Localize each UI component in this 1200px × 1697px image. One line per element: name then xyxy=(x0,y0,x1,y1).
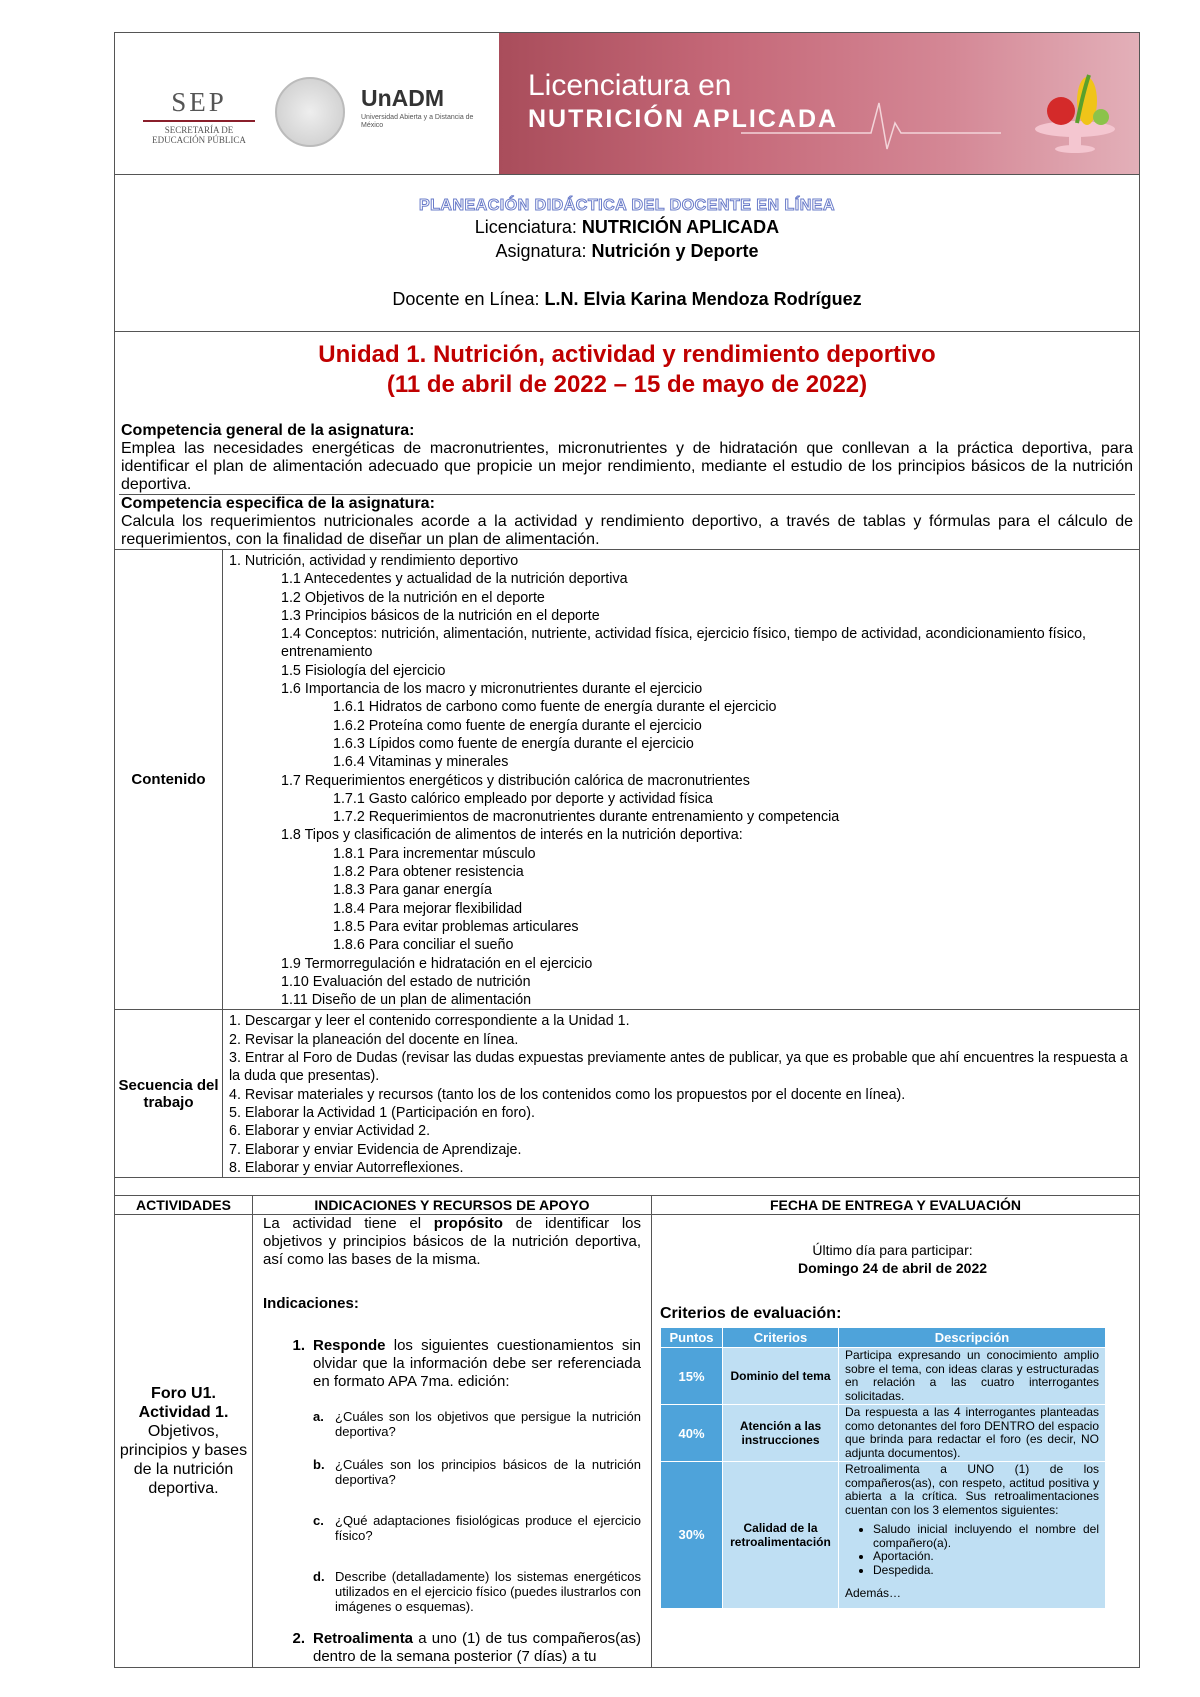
contenido-item: 1.6 Importancia de los macro y micronutrientes durante el ejercicio xyxy=(281,681,703,698)
competencia-especifica-heading: Competencia especifica de la asignatura: xyxy=(119,494,1135,513)
contenido-item: 1.8.3 Para ganar energía xyxy=(333,882,492,899)
question-item: a. ¿Cuáles son los objetivos que persigue la nutrición deportiva? xyxy=(313,1409,641,1440)
contenido-item: 1.6.4 Vitaminas y minerales xyxy=(333,754,509,771)
banner xyxy=(115,33,1139,175)
header-actividades: ACTIVIDADES xyxy=(115,1196,253,1214)
contenido-item: 1.7.1 Gasto calórico empleado por deporte y actividad física xyxy=(333,790,713,807)
activity-1-name: Foro U1. Actividad 1. Objetivos, principios y bases de la nutrición deportiva. xyxy=(115,1215,253,1667)
sep-logo xyxy=(143,87,255,145)
unit-dates: (11 de abril de 2022 – 15 de mayo de 2022) xyxy=(386,371,868,398)
contenido-item: 1.6.3 Lípidos como fuente de energía durante el ejercicio xyxy=(333,735,694,752)
criteria-header-points: Puntos xyxy=(661,1328,723,1348)
contenido-item: 1.8.2 Para obtener resistencia xyxy=(333,864,524,881)
contenido-item: 1.4 Conceptos: nutrición, alimentación, nutriente, actividad física, ejercicio físico, tiempo de actividad, acondicionamiento físico, entrenamiento xyxy=(281,626,1087,661)
secuencia-item: 8. Elaborar y enviar Autorreflexiones. xyxy=(229,1159,464,1176)
contenido-item: 1.8.4 Para mejorar flexibilidad xyxy=(333,900,523,917)
question-item: b. ¿Cuáles son los principios básicos de la nutrición deportiva? xyxy=(313,1457,641,1488)
criteria-points: 40% xyxy=(661,1405,723,1462)
due-date: Domingo 24 de abril de 2022 xyxy=(797,1260,988,1277)
contenido-item: 1.1 Antecedentes y actualidad de la nutrición deportiva xyxy=(281,571,628,588)
activities-header-row xyxy=(115,1196,1139,1215)
fruit-bowl-icon xyxy=(1025,63,1125,153)
criteria-row xyxy=(661,1462,1106,1609)
contenido-item: 1.7 Requerimientos energéticos y distribución calórica de macronutrientes xyxy=(281,772,750,789)
unadm-logo-subtitle: Universidad Abierta y a Distancia de México xyxy=(361,114,474,129)
criteria-table xyxy=(660,1327,1106,1609)
question-item: c. ¿Qué adaptaciones fisiológicas produce el ejercicio físico? xyxy=(313,1513,641,1544)
step-1: 1. Responde los siguientes cuestionamientos sin olvidar que la información debe ser referenciada en formato APA 7ma. edición: xyxy=(292,1337,641,1391)
sep-logo-text: SEP xyxy=(171,87,227,117)
criteria-description: Retroalimenta a UNO (1) de los compañeros(as), con respeto, actitud positiva y abierta a la crítica. Sus retroalimentaciones cuentan con los 3 elementos siguientes: • Saludo inicial incluyendo el nombre del compañero(a). • Aportación. • Despedida. Además… xyxy=(839,1462,1106,1609)
licenciatura-line: Licenciatura: NUTRICIÓN APLICADA xyxy=(474,217,780,237)
due-label: Último día para participar: xyxy=(812,1242,973,1259)
secuencia-item: 4. Revisar materiales y recursos (tanto los de los contenidos como los propuestos por el docente en línea). xyxy=(229,1086,906,1103)
asignatura-line: Asignatura: Nutrición y Deporte xyxy=(495,241,759,261)
contenido-item: 1.6.2 Proteína como fuente de energía durante el ejercicio xyxy=(333,717,702,734)
contenido-item: 1.10 Evaluación del estado de nutrición xyxy=(281,973,531,990)
contenido-item: 1. Nutrición, actividad y rendimiento deportivo xyxy=(229,553,519,569)
plan-title: PLANEACIÓN DIDÁCTICA DEL DOCENTE EN LÍNEA xyxy=(418,197,836,214)
plan-header xyxy=(115,175,1139,332)
contenido-label: Contenido xyxy=(115,550,223,1009)
secuencia-list xyxy=(223,1010,1139,1177)
criteria-bullet: • Despedida. xyxy=(873,1564,1099,1578)
contenido-item: 1.8.1 Para incrementar músculo xyxy=(333,845,536,862)
secuencia-label: Secuencia del trabajo xyxy=(115,1010,223,1177)
contenido-item: 1.7.2 Requerimientos de macronutrientes durante entrenamiento y competencia xyxy=(333,809,840,826)
competencia-general-heading: Competencia general de la asignatura: xyxy=(121,422,415,439)
criteria-bullet: • Aportación. xyxy=(873,1550,1099,1564)
contenido-row xyxy=(115,550,1139,1010)
criteria-extra: Además… xyxy=(845,1586,902,1601)
contenido-item: 1.8.6 Para conciliar el sueño xyxy=(333,937,514,954)
activity-purpose: La actividad tiene el propósito de identificar los objetivos y principios básicos de la nutrición deportiva, así como las bases de la misma. xyxy=(263,1215,642,1269)
competencia-especifica-text: Calcula los requerimientos nutricionales acorde a la actividad y rendimiento deportivo, a través de tablas y fórmulas para el cálculo de requerimientos, con la finalidad de diseñar un plan de alimentación. xyxy=(121,513,1133,548)
secuencia-item: 3. Entrar al Foro de Dudas (revisar las dudas expuestas previamente antes de publicar, ya que es probable que ahí encuentres la respuesta a la duda que presentas). xyxy=(229,1050,1128,1085)
criteria-row xyxy=(661,1405,1106,1462)
contenido-list xyxy=(223,550,1139,1009)
unit-title: Unidad 1. Nutrición, actividad y rendimiento deportivo xyxy=(318,341,936,368)
criteria-description: Participa expresando un conocimiento amplio sobre el tema, con ideas claras y estructuradas en relación a las cuatro interrogantes solicitadas. xyxy=(839,1348,1106,1405)
secuencia-item: 5. Elaborar la Actividad 1 (Participación en foro). xyxy=(229,1104,535,1121)
competencia-general-text: Emplea las necesidades energéticas de macronutrientes, micronutrientes y de hidratación que conllevan a la práctica deportiva, para identificar el plan de alimentación adecuado que propicie un mejor rendimiento, mediante el estudio de los principios básicos de la nutrición deportiva. xyxy=(121,440,1133,493)
criteria-points: 15% xyxy=(661,1348,723,1405)
secuencia-item: 1. Descargar y leer el contenido correspondiente a la Unidad 1. xyxy=(229,1013,630,1030)
criteria-description: Da respuesta a las 4 interrogantes planteadas como detonantes del foro DENTRO del espacio que brinda para redactar el foro (es decir, NO adjunta documentos). xyxy=(839,1405,1106,1462)
criteria-bullet: • Saludo inicial incluyendo el nombre del compañero(a). xyxy=(873,1523,1099,1550)
criteria-title: Criterios de evaluación: xyxy=(660,1305,842,1323)
unadm-logo xyxy=(361,85,479,130)
activity-1-row xyxy=(115,1215,1139,1667)
due-date-block xyxy=(652,1241,1133,1277)
header-fecha: FECHA DE ENTREGA Y EVALUACIÓN xyxy=(770,1197,1021,1214)
activity-1-indications xyxy=(253,1215,652,1667)
indicaciones-heading: Indicaciones: xyxy=(263,1295,359,1313)
sep-logo-subtitle: SECRETARÍA DE EDUCACIÓN PÚBLICA xyxy=(152,125,246,145)
docente-line: Docente en Línea: L.N. Elvia Karina Mendoza Rodríguez xyxy=(392,289,862,309)
national-seal-icon xyxy=(275,77,345,147)
criteria-criterion: Dominio del tema xyxy=(723,1348,839,1405)
secuencia-item: 6. Elaborar y enviar Actividad 2. xyxy=(229,1123,431,1140)
secuencia-row xyxy=(115,1010,1139,1178)
contenido-item: 1.11 Diseño de un plan de alimentación xyxy=(281,992,532,1009)
question-item: d. Describe (detalladamente) los sistemas energéticos utilizados en el ejercicio físico (puedes ilustrarlos con imágenes o esquemas). xyxy=(313,1569,641,1615)
contenido-item: 1.2 Objetivos de la nutrición en el deporte xyxy=(281,589,545,606)
criteria-criterion: Calidad de la retroalimentación xyxy=(723,1462,839,1609)
secuencia-item: 2. Revisar la planeación del docente en línea. xyxy=(229,1031,519,1048)
unadm-logo-text: UnADM xyxy=(361,85,445,111)
contenido-item: 1.5 Fisiología del ejercicio xyxy=(281,662,446,679)
secuencia-item: 7. Elaborar y enviar Evidencia de Aprendizaje. xyxy=(229,1141,522,1158)
header-indicaciones: INDICACIONES Y RECURSOS DE APOYO xyxy=(253,1196,652,1214)
contenido-item: 1.9 Termorregulación e hidratación en el ejercicio xyxy=(281,955,593,972)
criteria-header-criteria: Criterios xyxy=(723,1328,839,1348)
document-page xyxy=(114,32,1140,1668)
program-title-line2: NUTRICIÓN APLICADA xyxy=(528,105,839,133)
step-2: 2. Retroalimenta a uno (1) de tus compañeros(as) dentro de la semana posterior (7 días) a tu xyxy=(292,1630,641,1666)
program-title-line1: Licenciatura en xyxy=(528,69,732,102)
heartbeat-line-icon xyxy=(741,93,1001,153)
question-list xyxy=(263,1409,641,1614)
criteria-row xyxy=(661,1348,1106,1405)
contenido-item: 1.3 Principios básicos de la nutrición en el deporte xyxy=(281,607,600,624)
criteria-criterion: Atención a las instrucciones xyxy=(723,1405,839,1462)
criteria-header-description: Descripción xyxy=(839,1328,1106,1348)
criteria-points: 30% xyxy=(661,1462,723,1609)
contenido-item: 1.8 Tipos y clasificación de alimentos de interés en la nutrición deportiva: xyxy=(281,827,743,844)
unit-section xyxy=(115,332,1139,550)
contenido-item: 1.6.1 Hidratos de carbono como fuente de energía durante el ejercicio xyxy=(333,699,777,716)
activity-1-evaluation xyxy=(652,1215,1139,1667)
contenido-item: 1.8.5 Para evitar problemas articulares xyxy=(333,918,579,935)
